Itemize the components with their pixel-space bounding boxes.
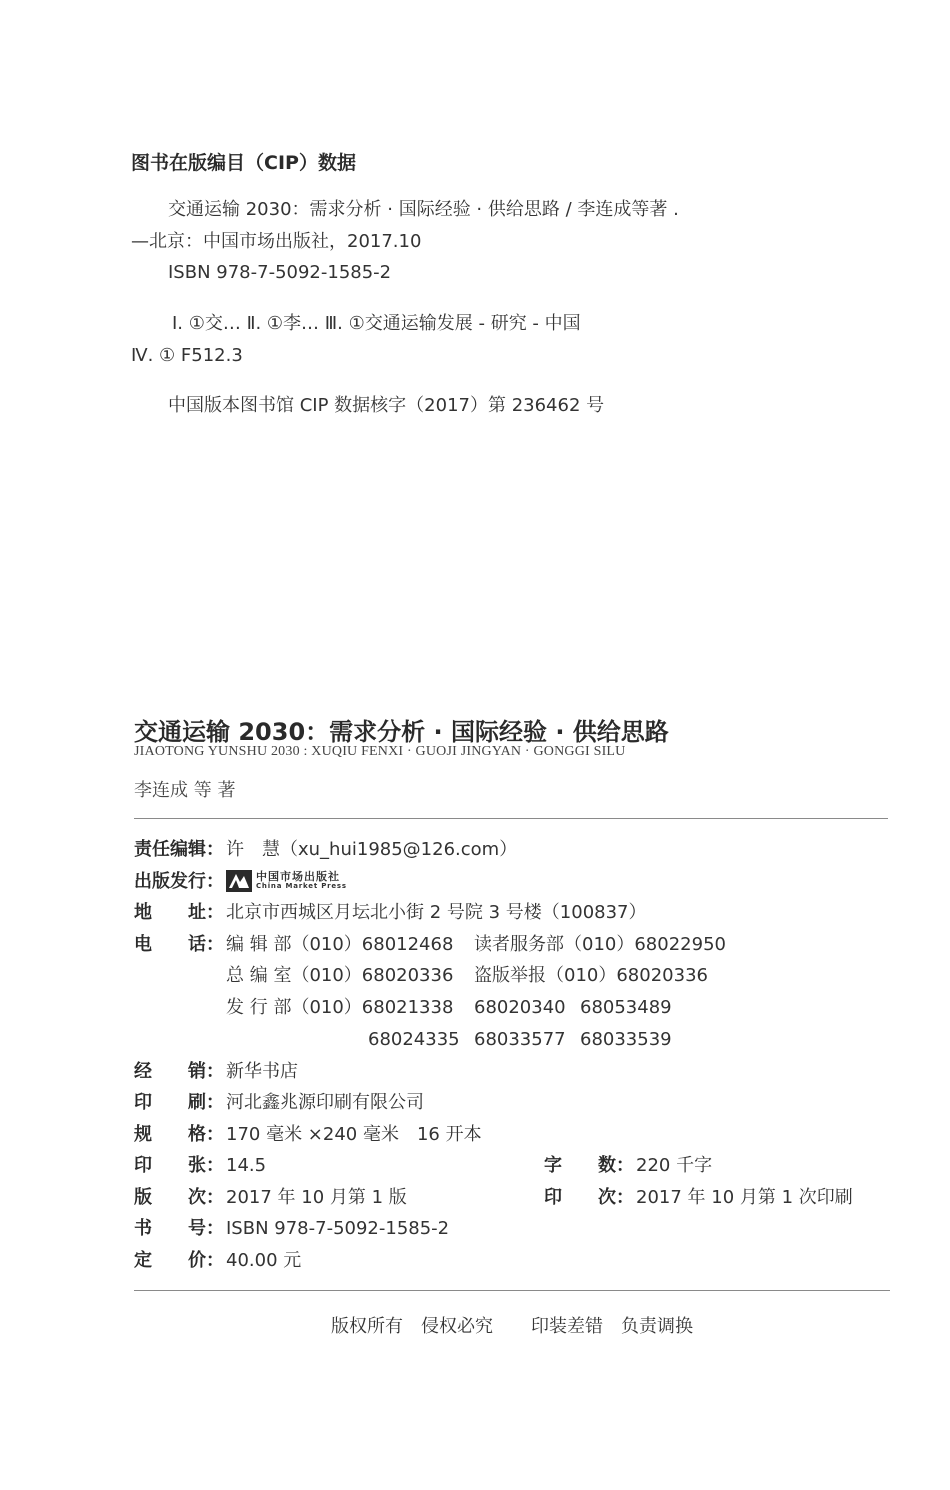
edition-label: 版 次： [134, 1187, 224, 1208]
cip-line-classification: Ⅰ. ①交… Ⅱ. ①李… Ⅲ. ①交通运输发展 - 研究 - 中国 [172, 313, 581, 334]
publisher-logo [226, 870, 347, 892]
phone-distribution-6: 68033539 [580, 1029, 672, 1050]
cip-line-class-number: Ⅳ. ① F512.3 [131, 345, 243, 366]
format-value: 170 毫米 ×240 毫米 16 开本 [226, 1124, 482, 1145]
printing-label: 印 次： [544, 1187, 634, 1208]
editor-label: 责任编辑： [134, 839, 224, 860]
publisher-logo-cn: 中国市场出版社 [256, 870, 340, 883]
phone-label: 电 话： [134, 934, 224, 955]
cip-heading: 图书在版编目（CIP）数据 [131, 152, 356, 174]
phone-chief-office: 总 编 室（010）68020336 [226, 965, 454, 986]
publisher-logo-icon [226, 870, 252, 892]
bottom-divider [134, 1290, 890, 1291]
cip-line-isbn: ISBN 978-7-5092-1585-2 [168, 262, 392, 283]
sheets-value: 14.5 [226, 1155, 267, 1176]
distributor-value: 新华书店 [226, 1061, 298, 1082]
address-value: 北京市西城区月坛北小街 2 号院 3 号楼（100837） [226, 902, 647, 923]
isbn-label: 书 号： [134, 1218, 224, 1239]
cip-line-title: 交通运输 2030：需求分析 · 国际经验 · 供给思路 / 李连成等著 . [168, 199, 679, 220]
sheets-label: 印 张： [134, 1155, 224, 1176]
book-title: 交通运输 2030：需求分析 · 国际经验 · 供给思路 [134, 718, 669, 746]
word-count-value: 220 千字 [636, 1155, 713, 1176]
phone-distribution: 发 行 部（010）68021338 [226, 997, 454, 1018]
book-title-pinyin: JIAOTONG YUNSHU 2030 : XUQIU FENXI · GUOJI JINGYAN · GONGGI SILU [134, 744, 626, 759]
phone-distribution-5: 68033577 [474, 1029, 566, 1050]
format-label: 规 格： [134, 1124, 224, 1145]
publisher-label: 出版发行： [134, 871, 224, 892]
editor-value: 许 慧（xu_hui1985@126.com） [226, 839, 518, 860]
word-count-label: 字 数： [544, 1155, 634, 1176]
price-value: 40.00 元 [226, 1250, 302, 1271]
top-divider [134, 818, 888, 819]
footer-copyright: 版权所有 侵权必究 [331, 1316, 493, 1337]
publisher-logo-en: China Market Press [256, 882, 347, 890]
phone-editorial: 编 辑 部（010）68012468 [226, 934, 454, 955]
address-label: 地 址： [134, 902, 224, 923]
phone-piracy-report: 盗版举报（010）68020336 [474, 965, 708, 986]
phone-distribution-4: 68024335 [368, 1029, 460, 1050]
phone-distribution-3: 68053489 [580, 997, 672, 1018]
printer-value: 河北鑫兆源印刷有限公司 [226, 1092, 424, 1113]
phone-reader-service: 读者服务部（010）68022950 [474, 934, 726, 955]
distributor-label: 经 销： [134, 1061, 224, 1082]
price-label: 定 价： [134, 1250, 224, 1271]
book-author: 李连成 等 著 [134, 780, 236, 801]
printer-label: 印 刷： [134, 1092, 224, 1113]
edition-value: 2017 年 10 月第 1 版 [226, 1187, 407, 1208]
cip-line-publisher: —北京：中国市场出版社，2017.10 [131, 231, 422, 252]
phone-distribution-2: 68020340 [474, 997, 566, 1018]
footer-replacement: 印装差错 负责调换 [531, 1316, 693, 1337]
cip-line-record: 中国版本图书馆 CIP 数据核字（2017）第 236462 号 [168, 395, 605, 416]
printing-value: 2017 年 10 月第 1 次印刷 [636, 1187, 853, 1208]
isbn-value: ISBN 978-7-5092-1585-2 [226, 1218, 450, 1239]
